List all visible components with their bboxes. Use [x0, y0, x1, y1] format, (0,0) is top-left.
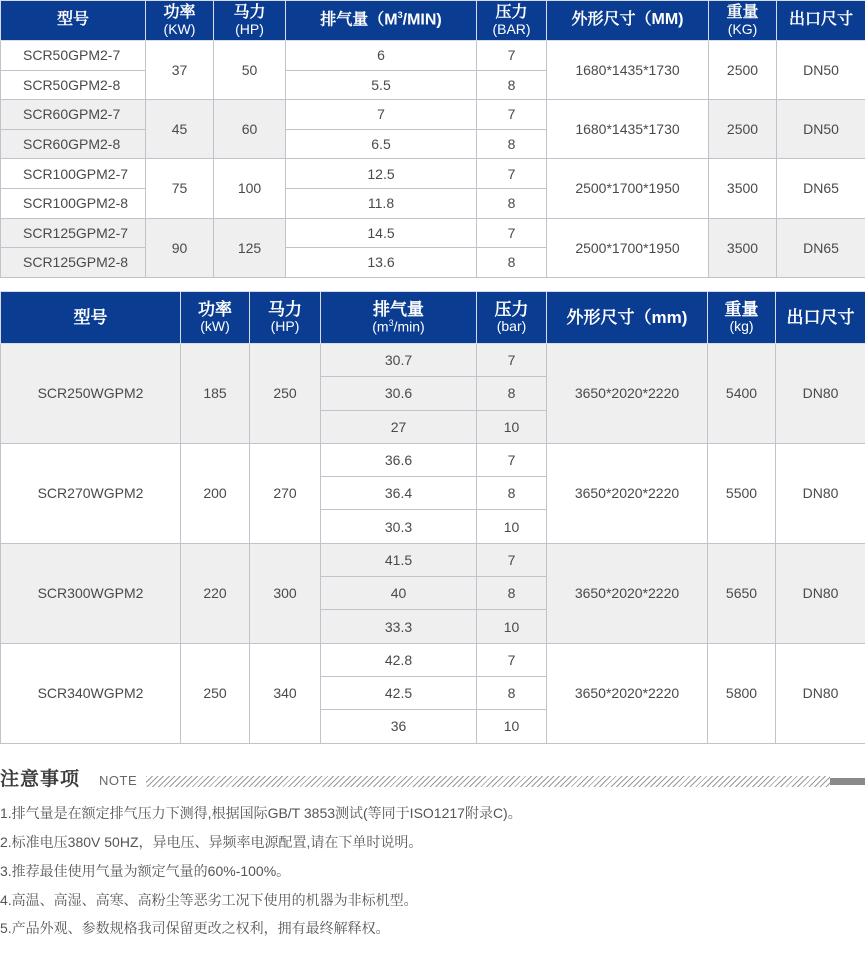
- table-row: [1, 443, 865, 476]
- header-power: [146, 1, 214, 41]
- cell-hp: 125: [214, 218, 286, 277]
- cell-pressure: 7: [477, 100, 547, 130]
- cell-pressure: 10: [477, 410, 547, 443]
- header-unit: (kW): [200, 318, 230, 335]
- cell-pressure: 7: [477, 443, 547, 476]
- header-label: 出口尺寸: [788, 11, 853, 29]
- header-sup: 3: [388, 317, 394, 328]
- header-pressure: [477, 1, 547, 41]
- cell-flow: 30.6: [321, 377, 477, 410]
- cell-hp: 300: [250, 543, 321, 643]
- cell-flow: 30.7: [321, 344, 477, 377]
- cell-weight: 2500: [709, 41, 777, 100]
- cell-flow: 14.5: [286, 218, 477, 248]
- header-unit: (BAR): [492, 20, 531, 37]
- cell-flow: 36: [321, 710, 477, 743]
- note-title-en: NOTE: [99, 773, 138, 788]
- header-outlet: [777, 1, 865, 41]
- cell-power: 220: [181, 543, 250, 643]
- header-label: 排气量: [373, 299, 424, 319]
- cell-pressure: 10: [477, 710, 547, 743]
- cell-pressure: 7: [477, 218, 547, 248]
- cell-power: 90: [146, 218, 214, 277]
- cell-hp: 60: [214, 100, 286, 159]
- header-hp: [214, 1, 286, 41]
- header-label: 压力: [495, 3, 528, 21]
- header-unit: (KW): [163, 20, 196, 37]
- cell-hp: 340: [250, 643, 321, 743]
- spec-table-2: [0, 291, 865, 744]
- cell-dimensions: 2500*1700*1950: [547, 159, 709, 218]
- header-label: 出口尺寸: [786, 307, 855, 327]
- cell-flow: 12.5: [286, 159, 477, 189]
- header-dimensions: [547, 1, 709, 41]
- cell-dimensions: 3650*2020*2220: [547, 443, 708, 543]
- header-label: 压力: [494, 300, 529, 320]
- cell-power: 200: [181, 443, 250, 543]
- cell-power: 185: [181, 344, 250, 444]
- cell-model: SCR270WGPM2: [1, 443, 181, 543]
- header-label: 排气量$(M^3/MIN)$: [320, 10, 442, 29]
- cell-dimensions: 3650*2020*2220: [547, 543, 708, 643]
- header-unit: $(m^3/\min)$: [372, 317, 425, 335]
- cell-model: SCR50GPM2-7: [1, 41, 146, 71]
- header-flow: [321, 292, 477, 344]
- cell-pressure: 7: [477, 643, 547, 676]
- cell-hp: 50: [214, 41, 286, 100]
- header-label: 马力: [268, 300, 302, 320]
- note-end-bar: [830, 778, 865, 785]
- cell-pressure: 8: [477, 129, 547, 159]
- cell-flow: 42.5: [321, 676, 477, 709]
- cell-flow: 5.5: [286, 70, 477, 100]
- cell-weight: 2500: [709, 100, 777, 159]
- header-model: [1, 292, 181, 344]
- table-row: [1, 100, 865, 130]
- header-label: 外形尺寸（MM): [571, 11, 684, 29]
- header-unit: (bar): [496, 318, 527, 335]
- header-label: 型号: [73, 307, 108, 327]
- cell-flow: 13.6: [286, 248, 477, 278]
- cell-power: 250: [181, 643, 250, 743]
- header-outlet: [776, 292, 865, 344]
- table-row: [1, 344, 865, 377]
- table-row: [1, 218, 865, 248]
- cell-dimensions: 1680*1435*1730: [547, 100, 709, 159]
- header-hp: [250, 292, 321, 344]
- cell-flow: 30.3: [321, 510, 477, 543]
- cell-model: SCR100GPM2-8: [1, 188, 146, 218]
- table-row: [1, 643, 865, 676]
- header-label: 功率: [198, 300, 232, 320]
- cell-flow: 36.4: [321, 477, 477, 510]
- table-row: [1, 159, 865, 189]
- cell-weight: 3500: [709, 159, 777, 218]
- header-unit: (kg): [729, 318, 754, 335]
- cell-pressure: 8: [477, 377, 547, 410]
- cell-pressure: 7: [477, 159, 547, 189]
- cell-flow: 11.8: [286, 188, 477, 218]
- cell-flow: 7: [286, 100, 477, 130]
- cell-model: SCR125GPM2-8: [1, 248, 146, 278]
- cell-model: SCR125GPM2-7: [1, 218, 146, 248]
- cell-outlet: DN50: [777, 41, 865, 100]
- cell-pressure: 8: [477, 477, 547, 510]
- header-model: [1, 1, 146, 41]
- header-unit: (HP): [235, 20, 264, 37]
- cell-flow: 6: [286, 41, 477, 71]
- cell-outlet: DN50: [777, 100, 865, 159]
- table-row: [1, 543, 865, 576]
- note-line: 4.高温、高湿、高寒、高粉尘等恶劣工况下使用的机器为非标机型。: [0, 892, 418, 908]
- note-line: 1.排气量是在额定排气压力下测得,根据国际GB/T 3853测试(等同于ISO1217附录C)。: [0, 805, 522, 821]
- header-pressure: [477, 292, 547, 344]
- cell-weight: 5800: [708, 643, 776, 743]
- cell-model: SCR100GPM2-7: [1, 159, 146, 189]
- header-flow: [286, 1, 477, 41]
- cell-pressure: 8: [477, 676, 547, 709]
- cell-flow: 42.8: [321, 643, 477, 676]
- cell-outlet: DN80: [776, 543, 865, 643]
- note-line: 2.标准电压380V 50HZ，异电压、异频率电源配置,请在下单时说明。: [0, 834, 423, 850]
- header-unit: (HP): [270, 318, 300, 335]
- cell-weight: 5650: [708, 543, 776, 643]
- cell-power: 75: [146, 159, 214, 218]
- note-hatch-divider: [146, 776, 830, 787]
- cell-pressure: 8: [477, 188, 547, 218]
- header-dimensions: [547, 292, 708, 344]
- cell-flow: 33.3: [321, 610, 477, 643]
- header-power: [181, 292, 250, 344]
- table-header-row: [1, 1, 865, 41]
- header-unit: (KG): [727, 20, 758, 37]
- cell-power: 45: [146, 100, 214, 159]
- cell-pressure: 8: [477, 248, 547, 278]
- header-label: 重量: [726, 3, 759, 21]
- cell-pressure: 8: [477, 577, 547, 610]
- header-label: 马力: [233, 3, 266, 21]
- table-row: [1, 41, 865, 71]
- cell-weight: 5500: [708, 443, 776, 543]
- cell-dimensions: 2500*1700*1950: [547, 218, 709, 277]
- note-line: 3.推荐最佳使用气量为额定气量的60%-100%。: [0, 863, 291, 879]
- cell-pressure: 7: [477, 543, 547, 576]
- header-label: 型号: [56, 11, 89, 29]
- cell-model: SCR60GPM2-8: [1, 129, 146, 159]
- header-label: 重量: [724, 300, 759, 320]
- cell-hp: 100: [214, 159, 286, 218]
- table-header-row: [1, 292, 865, 344]
- cell-outlet: DN65: [777, 218, 865, 277]
- note-title: 注意事项: [0, 769, 81, 790]
- cell-model: SCR300WGPM2: [1, 543, 181, 643]
- cell-dimensions: 1680*1435*1730: [547, 41, 709, 100]
- cell-outlet: DN80: [776, 443, 865, 543]
- cell-model: SCR50GPM2-8: [1, 70, 146, 100]
- cell-flow: 40: [321, 577, 477, 610]
- cell-pressure: 7: [477, 344, 547, 377]
- cell-pressure: 10: [477, 510, 547, 543]
- cell-flow: 41.5: [321, 543, 477, 576]
- header-weight: [709, 1, 777, 41]
- cell-flow: 36.6: [321, 443, 477, 476]
- cell-pressure: 7: [477, 41, 547, 71]
- cell-power: 37: [146, 41, 214, 100]
- header-label: 外形尺寸（mm): [566, 307, 688, 327]
- cell-dimensions: 3650*2020*2220: [547, 344, 708, 444]
- note-header: [0, 764, 865, 794]
- note-line: 5.产品外观、参数规格我司保留更改之权利，拥有最终解释权。: [0, 920, 390, 936]
- cell-outlet: DN80: [776, 643, 865, 743]
- header-label: 功率: [163, 3, 196, 21]
- cell-dimensions: 3650*2020*2220: [547, 643, 708, 743]
- cell-model: SCR60GPM2-7: [1, 100, 146, 130]
- spec-table-1: [0, 0, 865, 278]
- cell-outlet: DN65: [777, 159, 865, 218]
- cell-hp: 270: [250, 443, 321, 543]
- cell-pressure: 10: [477, 610, 547, 643]
- header-weight: [708, 292, 776, 344]
- cell-outlet: DN80: [776, 344, 865, 444]
- cell-weight: 5400: [708, 344, 776, 444]
- cell-pressure: 8: [477, 70, 547, 100]
- cell-model: SCR250WGPM2: [1, 344, 181, 444]
- cell-weight: 3500: [709, 218, 777, 277]
- header-sup: 3: [397, 10, 403, 21]
- cell-flow: 27: [321, 410, 477, 443]
- cell-model: SCR340WGPM2: [1, 643, 181, 743]
- cell-hp: 250: [250, 344, 321, 444]
- cell-flow: 6.5: [286, 129, 477, 159]
